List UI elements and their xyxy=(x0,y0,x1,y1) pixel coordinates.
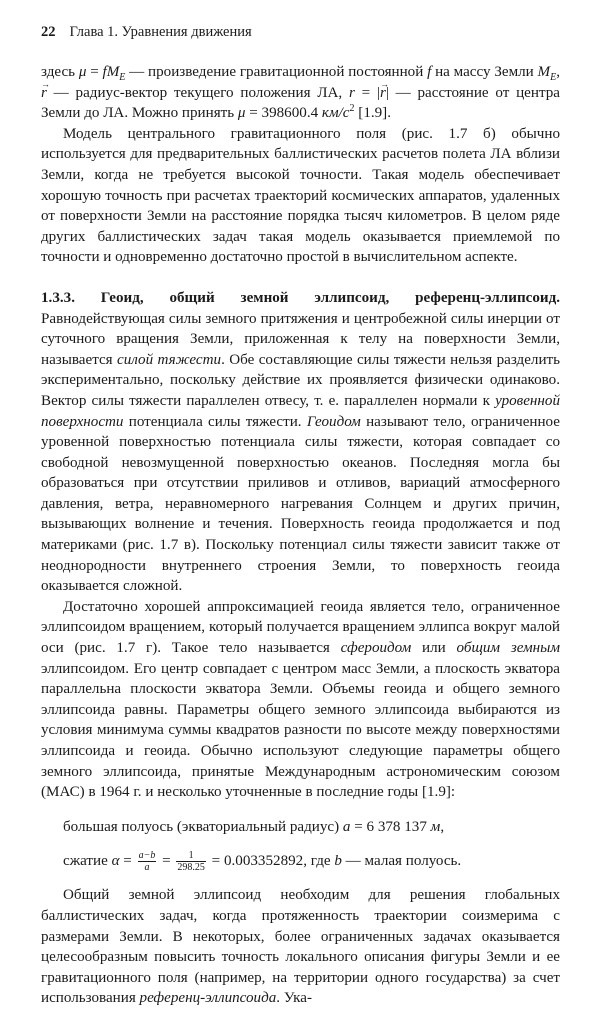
chapter-title: Глава 1. Уравнения движения xyxy=(69,24,252,40)
page-number: 22 xyxy=(41,24,56,40)
formula-semi-major-axis: большая полуось (экваториальный радиус) a = 6 378 137 м, xyxy=(63,818,445,835)
paragraph-ellipsoid: Достаточно хорошей аппроксимацией геоида является тело, ограниченное эллипсоидом вращением, который получается вращением эллипса вокруг малой оси (рис. 1.7 г). Такое тело называется сфероидом или общим земным эллипсоидом. Его центр совпадает с центром масс Земли, а плоскость экватора параллельна плоскости экватора Земли. Объемы геоида и общего земного эллипсоида равны. Параметры общего земного эллипсоида выбираются из условия минимума суммы квадратов разности по высоте между поверхностями эллипсоида и геоида. Обычно используют следующие параметры общего земного эллипсоида, принятые Международным астрономическим союзом (МАС) в 1964 г. и несколько уточненные в последние годы [1.9]: xyxy=(41,598,561,801)
fraction-one-over-298: $\frac{1}{298.25}$ xyxy=(177,850,205,874)
running-head xyxy=(41,22,560,42)
section-1-3-3: 1.3.3. Геоид, общий земной эллипсоид, референц-эллипсоид. Равнодействующая силы земного притяжения и центробежной силы инерции от суточного вращения Земли, приложенная к телу на поверхности Земли, называется силой тяжести. Обе составляющие силы тяжести нельзя разделить экспериментально, поскольку действие их проявляется физически одинаково. Вектор силы тяжести параллелен отвесу, т. е. параллелен нормали к уровенной поверхности потенциала силы тяжести. Геоидом называют тело, ограниченное уровенной поверхностью потенциала силы тяжести, которая совпадает со свободной невозмущенной поверхностью океанов. Последняя могла бы образоваться при отсутствии приливов и отливов, вариаций атмосферного давления, ветра, неравномерного нагревания Солнцем и других причин, вызывающих волнение и течения. Поверхность геоида продолжается и под материками (рис. 1.7 в). Поскольку потенциал силы тяжести зависит также от неоднородности внутреннего строения Земли, то поверхность геоида оказывается сложной. xyxy=(41,289,561,595)
document-page xyxy=(41,22,560,1009)
paragraph-reference-ellipsoid: Общий земной эллипсоид необходим для решения глобальных баллистических задач, когда протяженность траектории соизмерима с размерами Земли. В некоторых, более ограниченных задачах оказывается целесообразным повысить точность локального описания фигуры Земли и ее гравитационного поля (например, на территории одного государства) за счет использования референц-эллипсоида. Ука- xyxy=(41,887,560,1007)
section-heading: 1.3.3. Геоид, общий земной эллипсоид, референц-эллипсоид. xyxy=(41,289,560,306)
paragraph-mu-definition: здесь $\mu = fM_E$ — произведение гравитационной постоянной f на массу Земли $M_E$, → r — радиус-вектор текущего положения ЛА, r = |→ r| — расстояние от центра Земли до ЛА. Можно принять μ = 398600.4 $км/с^2$ [1.9]. xyxy=(41,62,560,124)
fraction-a-minus-b-over-a: $\frac{a-b}{a}$ xyxy=(138,850,156,874)
paragraph-central-field-model: Модель центрального гравитационного поля (рис. 1.7 б) обычно используется для предварительных баллистических расчетов полета ЛА вблизи Земли, когда не требуется высокой точности. Такая модель обеспечивает хорошую точность при расчетах траекторий космических аппаратов, удаленных от поверхности Земли на расстояние порядка тысяч километров. В целом ряде других баллистических задач такая модель оказывается приемлемой по точности и одновременно достаточно простой в вычислительном аспекте. xyxy=(41,125,560,266)
formula-flattening: сжатие α = $\frac{a-b}{a}$ = $\frac{1}{298.25}$ = 0.003352892, где b — малая полуось. xyxy=(63,850,462,874)
radius-vector-symbol: → r xyxy=(41,83,47,104)
